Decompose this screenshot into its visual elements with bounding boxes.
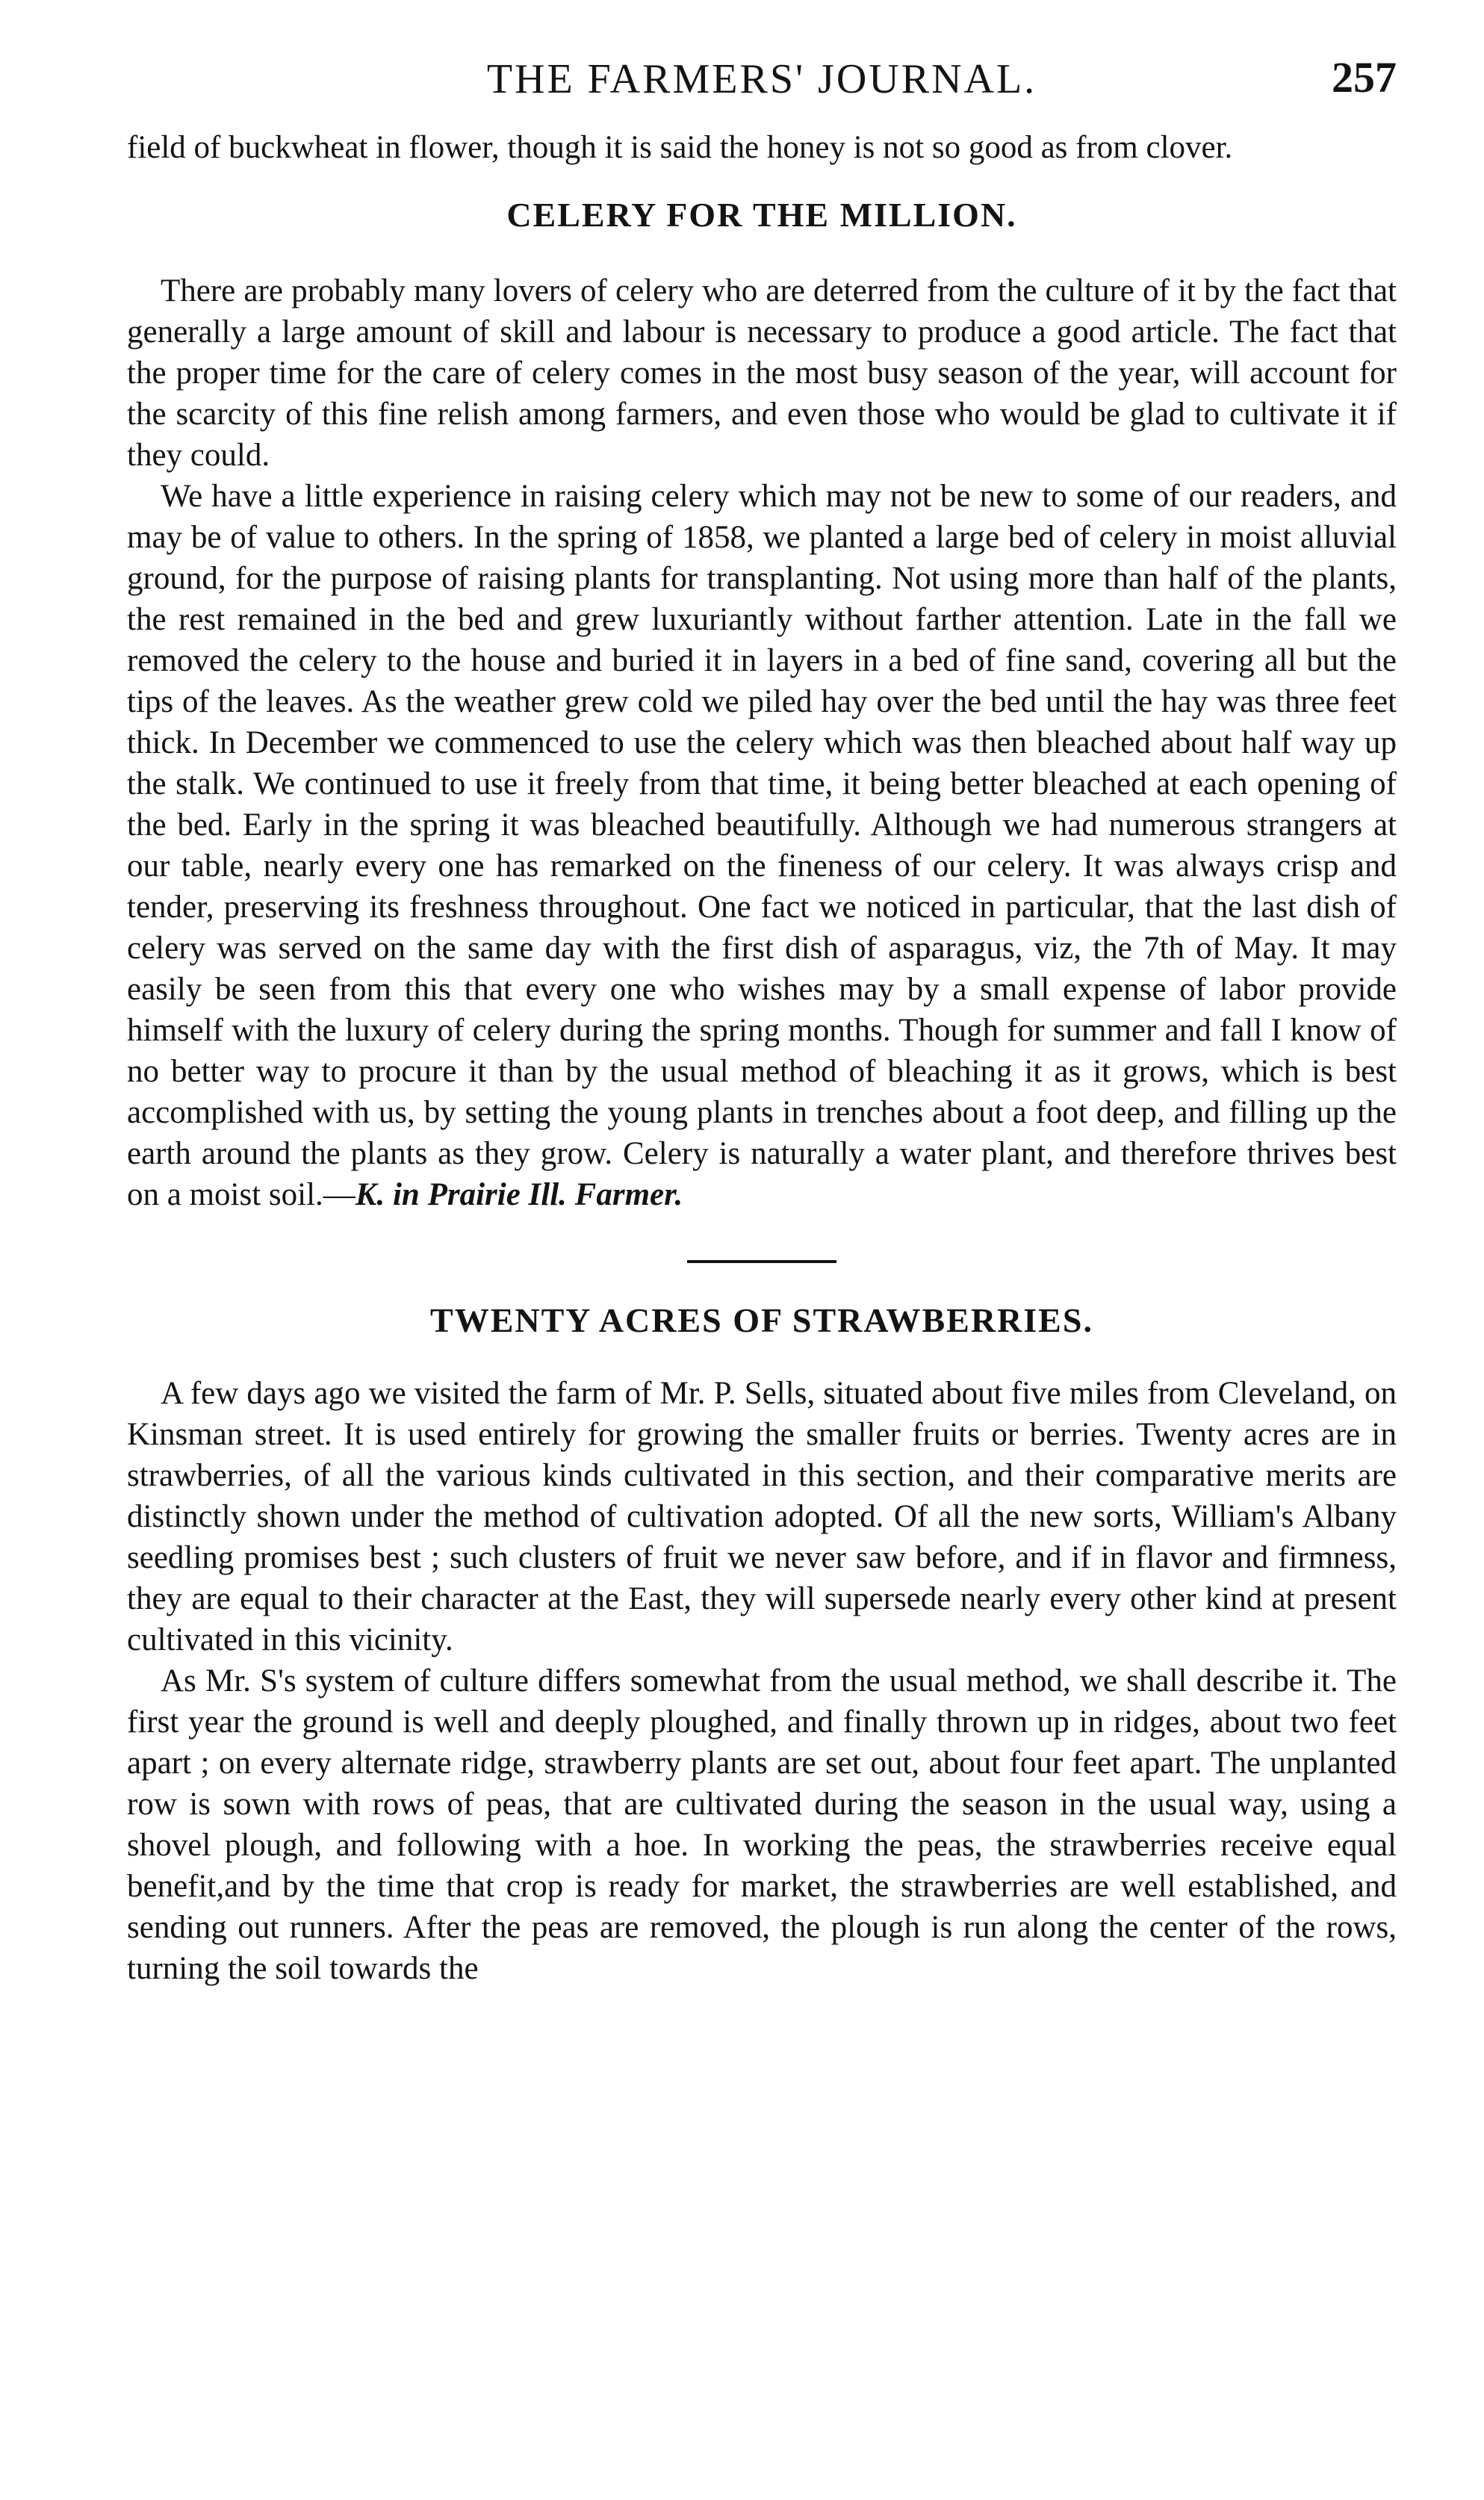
journal-page [127, 45, 1397, 1989]
celery-article [127, 270, 1397, 1215]
section-divider [687, 1260, 836, 1263]
celery-source-attribution: K. in Prairie Ill. Farmer. [355, 1177, 683, 1212]
celery-paragraph-2 [127, 476, 1397, 1215]
celery-paragraph-1: There are probably many lovers of celery who are deterred from the culture of it by the fact that generally a large amount of skill and labour is necessary to produce a good article. The fact that the proper time for the care of celery comes in the most busy season of the year, will account for the scarcity of this fine relish among farmers, and even those who would be glad to cultivate it if they could. [127, 273, 1397, 473]
celery-paragraph-2-text: We have a little experience in raising celery which may not be new to some of our readers, and may be of value to others. In the spring of 1858, we planted a large bed of celery in moist alluvial ground, for the purpose of raising plants for transplanting. Not using more than half of the plants, the rest remained in the bed and grew luxuriantly without farther attention. Late in the fall we removed the celery to the house and buried it in layers in a bed of fine sand, covering all but the tips of the leaves. As the weather grew cold we piled hay over the bed until the hay was three feet thick. In December we commenced to use the celery which was then bleached about half way up the stalk. We continued to use it freely from that time, it being better bleached at each opening of the bed. Early in the spring it was bleached beautifully. Although we had numerous strangers at our table, nearly every one has remarked on the fineness of our celery. It was always crisp and tender, preserving its freshness throughout. One fact we noticed in particular, that the last dish of celery was served on the same day with the first dish of asparagus, viz, the 7th of May. It may easily be seen from this that every one who wishes may by a small expense of labor provide himself with the luxury of celery during the spring months. Though for summer and fall I know of no better way to procure it than by the usual method of bleaching it as it grows, which is best accomplished with us, by setting the young plants in trenches about a foot deep, and filling up the earth around the plants as they grow. Celery is naturally a water plant, and therefore thrives best on a moist soil.— [127, 479, 1397, 1212]
strawberries-paragraph-2: As Mr. S's system of culture differs somewhat from the usual method, we shall describe it. The first year the ground is well and deeply ploughed, and finally thrown up in ridges, about two feet apart ; on every alternate ridge, strawberry plants are set out, about four feet apart. The unplanted row is sown with rows of peas, that are cultivated during the season in the usual way, using a shovel plough, and following with a hoe. In working the peas, the strawberries receive equal benefit,and by the time that crop is ready for market, the strawberries are well established, and sending out runners. After the peas are removed, the plough is run along the center of the rows, turning the soil towards the [127, 1663, 1397, 1986]
strawberries-article-title: TWENTY ACRES OF STRAWBERRIES. [430, 1301, 1093, 1339]
page-number: 257 [1332, 53, 1397, 102]
running-title: THE FARMERS' JOURNAL. [486, 56, 1037, 102]
strawberries-article [127, 1373, 1397, 1989]
celery-article-title: CELERY FOR THE MILLION. [506, 196, 1017, 234]
running-head [127, 45, 1397, 127]
carryover-paragraph: field of buckwheat in flower, though it is said the honey is not so good as from clover. [127, 130, 1233, 165]
strawberries-paragraph-1: A few days ago we visited the farm of Mr. P. Sells, situated about five miles from Cleveland, on Kinsman street. It is used entirely for growing the smaller fruits or berries. Twenty acres are in strawberries, of all the various kinds cultivated in this section, and their comparative merits are distinctly shown under the method of cultivation adopted. Of all the new sorts, William's Albany seedling promises best ; such clusters of fruit we never saw before, and if in flavor and firmness, they are equal to their character at the East, they will supersede nearly every other kind at present cultivated in this vicinity. [127, 1376, 1397, 1657]
